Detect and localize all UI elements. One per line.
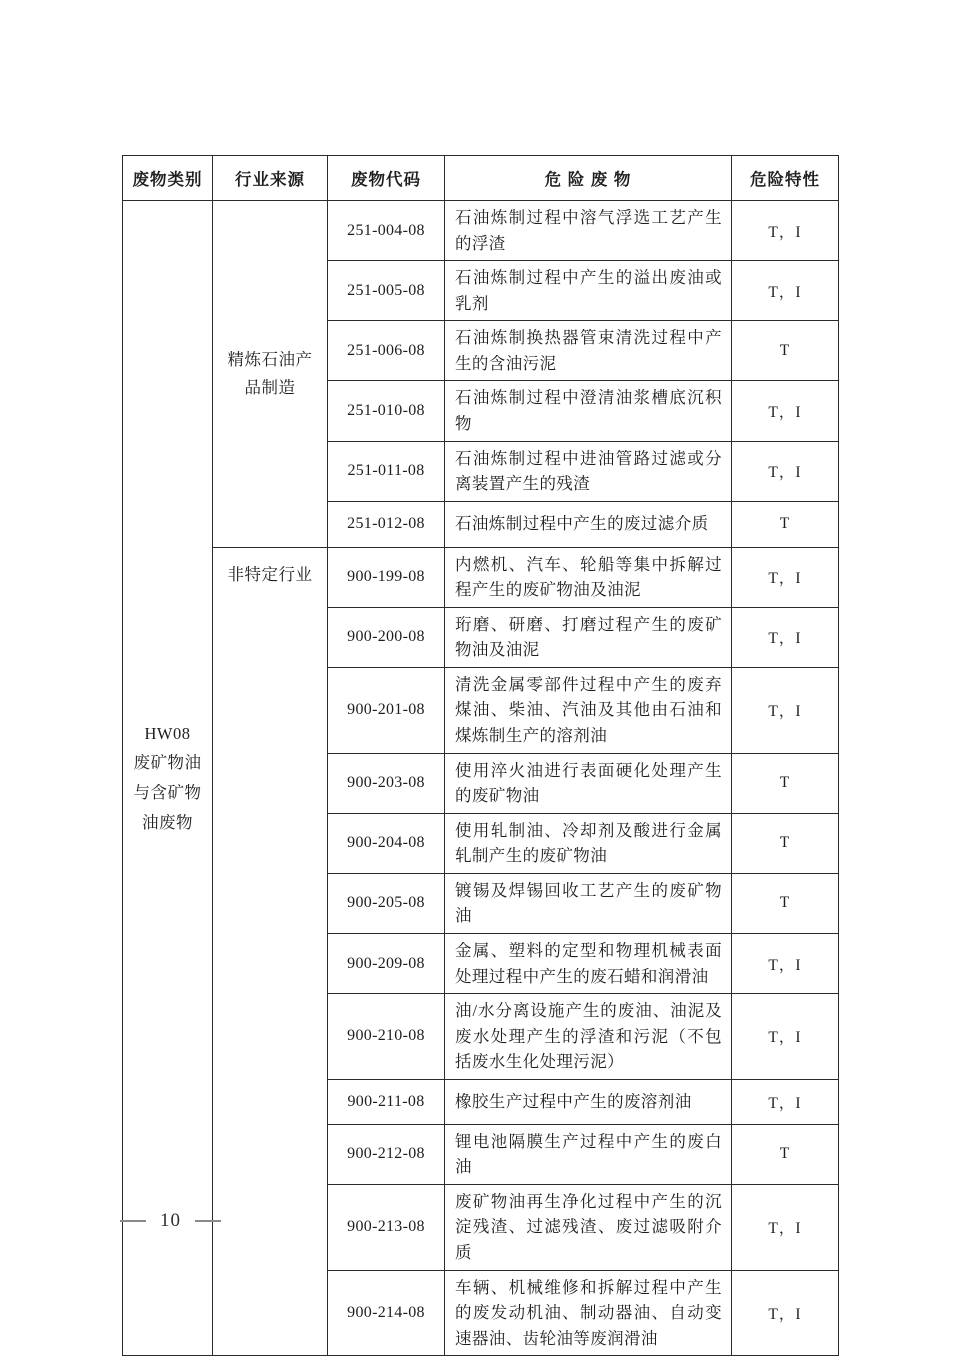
hazard-property-cell: T [732,321,839,381]
waste-code-cell: 251-011-08 [328,441,445,501]
waste-description-cell: 石油炼制过程中澄清油浆槽底沉积物 [445,381,732,441]
industry-source-cell-non-specific [213,547,328,1356]
footer-dash-right [195,1220,221,1222]
waste-code-cell: 900-211-08 [328,1079,445,1124]
industry-source-cell-refined-petroleum [213,201,328,548]
waste-description-cell: 珩磨、研磨、打磨过程产生的废矿物油及油泥 [445,607,732,667]
waste-description-cell: 石油炼制过程中进油管路过滤或分离装置产生的残渣 [445,441,732,501]
category-name-line: 油废物 [142,812,193,832]
hazard-property-cell: T，I [732,667,839,753]
header-hazard-property: 危险特性 [732,156,839,201]
hazard-property-cell: T，I [732,201,839,261]
table-header-row [123,156,839,201]
waste-description-cell: 油/水分离设施产生的废油、油泥及废水处理产生的浮渣和污泥（不包括废水生化处理污泥） [445,994,732,1080]
page-footer [120,1210,221,1232]
waste-code-cell: 251-006-08 [328,321,445,381]
industry-label-line: 非特定行业 [227,564,313,584]
hazard-property-cell: T [732,813,839,873]
waste-code-cell: 251-010-08 [328,381,445,441]
waste-description-cell: 使用轧制油、冷却剂及酸进行金属轧制产生的废矿物油 [445,813,732,873]
industry-label-line: 品制造 [244,377,296,397]
header-waste-category: 废物类别 [123,156,213,201]
hazard-property-cell: T [732,753,839,813]
waste-code-cell: 900-199-08 [328,547,445,607]
waste-description-cell: 石油炼制过程中产生的废过滤介质 [445,501,732,547]
waste-code-cell: 900-203-08 [328,753,445,813]
waste-description-cell: 石油炼制过程中溶气浮选工艺产生的浮渣 [445,201,732,261]
header-industry-source: 行业来源 [213,156,328,201]
waste-code-cell: 900-205-08 [328,873,445,933]
waste-code-cell: 900-209-08 [328,933,445,993]
hazard-property-cell: T，I [732,547,839,607]
table-row [123,201,839,261]
category-name-line: 废矿物油 [133,753,202,773]
hazard-property-cell: T [732,873,839,933]
hazard-property-cell: T [732,501,839,547]
category-code: HW08 [144,723,191,743]
page-number: 10 [160,1210,181,1231]
waste-code-cell: 900-200-08 [328,607,445,667]
hazard-property-cell: T，I [732,261,839,321]
waste-description-cell: 镀锡及焊锡回收工艺产生的废矿物油 [445,873,732,933]
waste-code-cell: 900-213-08 [328,1184,445,1270]
waste-description-cell: 石油炼制过程中产生的溢出废油或乳剂 [445,261,732,321]
waste-description-cell: 锂电池隔膜生产过程中产生的废白油 [445,1124,732,1184]
waste-code-cell: 900-201-08 [328,667,445,753]
waste-description-cell: 内燃机、汽车、轮船等集中拆解过程产生的废矿物油及油泥 [445,547,732,607]
waste-description-cell: 使用淬火油进行表面硬化处理产生的废矿物油 [445,753,732,813]
waste-code-cell: 251-004-08 [328,201,445,261]
waste-description-cell: 金属、塑料的定型和物理机械表面处理过程中产生的废石蜡和润滑油 [445,933,732,993]
hazard-property-cell: T，I [732,441,839,501]
industry-label-line: 精炼石油产 [227,349,313,369]
waste-description-cell: 清洗金属零部件过程中产生的废弃煤油、柴油、汽油及其他由石油和煤炼制生产的溶剂油 [445,667,732,753]
waste-code-cell: 251-012-08 [328,501,445,547]
waste-code-cell: 900-212-08 [328,1124,445,1184]
hazard-property-cell: T，I [732,1184,839,1270]
hazardous-waste-table [122,155,839,1356]
waste-category-cell [123,201,213,1356]
footer-dash-left [120,1220,146,1222]
hazard-property-cell: T，I [732,607,839,667]
waste-description-cell: 石油炼制换热器管束清洗过程中产生的含油污泥 [445,321,732,381]
waste-description-cell: 车辆、机械维修和拆解过程中产生的废发动机油、制动器油、自动变速器油、齿轮油等废润滑油 [445,1270,732,1356]
hazard-property-cell: T，I [732,994,839,1080]
hazard-property-cell: T，I [732,1079,839,1124]
hazard-property-cell: T [732,1124,839,1184]
hazard-property-cell: T，I [732,381,839,441]
waste-code-cell: 251-005-08 [328,261,445,321]
header-waste-code: 废物代码 [328,156,445,201]
category-name-line: 与含矿物 [133,783,202,803]
header-hazardous-waste: 危 险 废 物 [445,156,732,201]
waste-code-cell: 900-210-08 [328,994,445,1080]
hazard-property-cell: T，I [732,1270,839,1356]
waste-description-cell: 橡胶生产过程中产生的废溶剂油 [445,1079,732,1124]
hazard-property-cell: T，I [732,933,839,993]
waste-code-cell: 900-204-08 [328,813,445,873]
waste-code-cell: 900-214-08 [328,1270,445,1356]
waste-description-cell: 废矿物油再生净化过程中产生的沉淀残渣、过滤残渣、废过滤吸附介质 [445,1184,732,1270]
table-row [123,547,839,607]
